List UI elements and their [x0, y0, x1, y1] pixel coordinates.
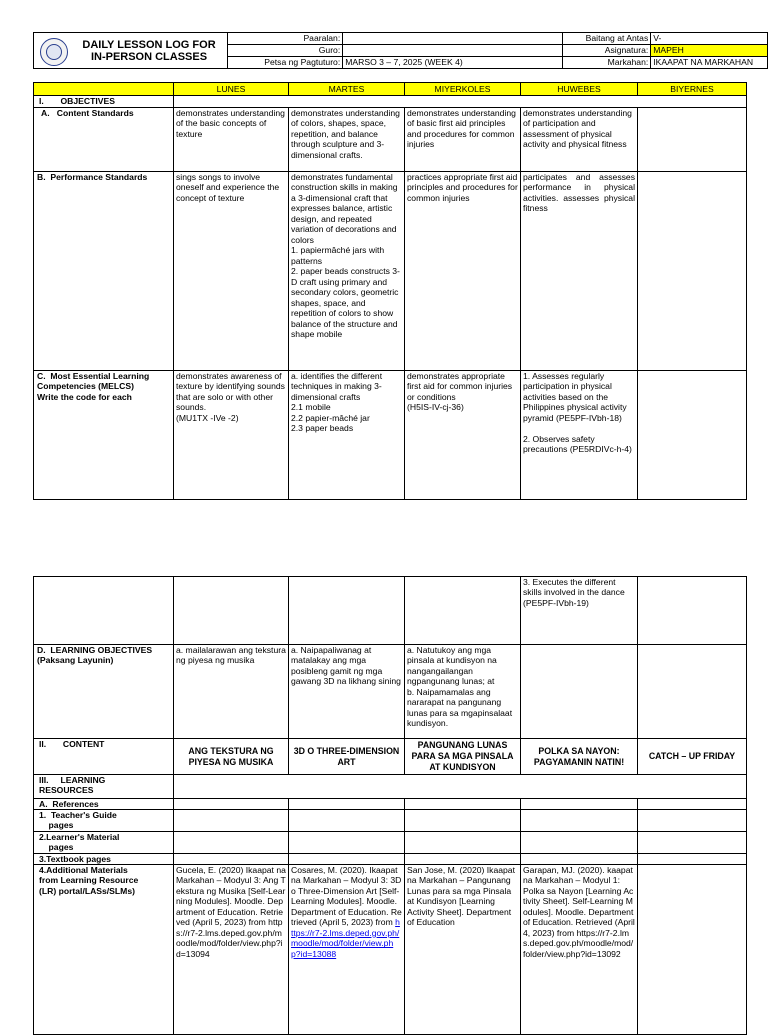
asignatura-field[interactable]: MAPEH [651, 45, 768, 57]
guro-field[interactable] [343, 45, 563, 57]
cell-content-huwebes: POLKA SA NAYON: PAGYAMANIN NATIN! [521, 739, 638, 775]
markahan-label: Markahan: [563, 57, 651, 69]
cell-additional-materials-miyerkoles: San Jose, M. (2020) Ikaapat na Markahan – Pangunang Lunas para sa mga Pinsala at Kundisyon [Learning Activity Sheet]. Department of Education [405, 865, 521, 1035]
learners-material-label: 2.Learner's Material pages [34, 832, 174, 854]
day-header-miyerkoles: MIYERKOLES [405, 83, 521, 96]
cell-learners-material-biyernes [638, 832, 747, 854]
cell-learning-objectives-biyernes [638, 645, 747, 739]
baitang-field[interactable]: V- [651, 33, 768, 45]
cell-additional-materials-biyernes [638, 865, 747, 1035]
cell-textbook-huwebes [521, 854, 638, 865]
cell-teachers-guide-huwebes [521, 810, 638, 832]
day-header-biyernes: BIYERNES [638, 83, 747, 96]
teachers-guide-row [34, 810, 747, 832]
additional-materials-row [34, 865, 747, 1035]
cell-additional-materials-lunes: Gucela, E. (2020) Ikaapat na Markahan – Modyul 3: Ang Tekstura ng Musika [Self-Learning Modules]. Moodle. Department of Education. Retrieved (April 5, 2023) from https://r7-2.lms.deped.gov.ph/moodle/mod/folder/view.php?id=13094 [174, 865, 289, 1035]
cell-teachers-guide-miyerkoles [405, 810, 521, 832]
cell-content-standards-miyerkoles: demonstrates understanding of basic first aid principles and procedures for common injuries [405, 108, 521, 172]
lesson-log-table-page-2 [33, 576, 747, 1035]
cell-references-biyernes [638, 799, 747, 810]
logo-cell [34, 33, 72, 69]
objectives-row-blank [174, 96, 747, 108]
textbook-label: 3.Textbook pages [34, 854, 174, 865]
melcs-row [34, 371, 747, 500]
cell-content-lunes: ANG TEKSTURA NG PIYESA NG MUSIKA [174, 739, 289, 775]
cell-content-miyerkoles: PANGUNANG LUNAS PARA SA MGA PINSALA AT KUNDISYON [405, 739, 521, 775]
petsa-field[interactable]: MARSO 3 – 7, 2025 (WEEK 4) [343, 57, 563, 69]
guro-label: Guro: [227, 45, 343, 57]
cell-additional-materials-huwebes: Garapan, MJ. (2020). kaapat na Markahan – Modyul 1: Polka sa Nayon [Learning Activity Sheet]. Self-Learning Modules]. Moodle. Department of Education. Retrieved (April 4, 2023) from https://r7-2.lms.deped.gov.ph/moodle/mod/folder/view.php?id=13092 [521, 865, 638, 1035]
content-row [34, 739, 747, 775]
cell-performance-standards-lunes: sings songs to involve oneself and experience the concept of texture [174, 172, 289, 371]
objectives-row [34, 96, 747, 108]
cell-performance-standards-biyernes [638, 172, 747, 371]
content-label: II. CONTENT [34, 739, 174, 775]
asignatura-label: Asignatura: [563, 45, 651, 57]
martes-reference-text: Cosares, M. (2020). Ikaapat na Markahan – Modyul 3: 3D o Three-Dimension Art [Self-Learning Modules]. Moodle. Department of Education. Retrieved (April 5, 2023) from [291, 865, 402, 928]
cell-teachers-guide-biyernes [638, 810, 747, 832]
teachers-guide-label: 1. Teacher's Guide pages [34, 810, 174, 832]
cell-content-standards-martes: demonstrates understanding of colors, shapes, space, repetition, and balance through sculpture and 3-dimensional crafts. [289, 108, 405, 172]
content-standards-row [34, 108, 747, 172]
additional-materials-label: 4.Additional Materials from Learning Resource (LR) portal/LASs/SLMs) [34, 865, 174, 1035]
paaralan-label: Paaralan: [227, 33, 343, 45]
cell-performance-standards-huwebes: participates and assesses performance in physical activities. assesses physical fitness [521, 172, 638, 371]
page-title [71, 33, 227, 69]
cell-performance-standards-martes: demonstrates fundamental construction skills in making a 3-dimensional craft that expresses balance, artistic design, and repeated variation of decorations and colors 1. papiermâché jars with patterns 2. paper beads constructs 3-D craft using primary and secondary colors, geometric shapes, space, and repetition of colors to show balance of the structure and shape mobile [289, 172, 405, 371]
martes-reference-link[interactable]: https://r7-2.lms.deped.gov.ph/moodle/mod/folder/view.php?id=13088 [291, 917, 400, 959]
day-header-row [34, 83, 747, 96]
references-label: A. References [34, 799, 174, 810]
cell-learners-material-miyerkoles [405, 832, 521, 854]
cell-textbook-martes [289, 854, 405, 865]
cell-teachers-guide-lunes [174, 810, 289, 832]
markahan-field[interactable]: IKAAPAT NA MARKAHAN [651, 57, 768, 69]
cell-melcs-huwebes: 1. Assesses regularly participation in physical activities based on the Philippines physical activity pyramid (PE5PF-IVbh-18) 2. Observes safety precautions (PE5RDIVc-h-4) [521, 371, 638, 500]
cell-learners-material-martes [289, 832, 405, 854]
cell-references-martes [289, 799, 405, 810]
cell-additional-materials-martes [289, 865, 405, 1035]
performance-standards-row [34, 172, 747, 371]
day-header-huwebes: HUWEBES [521, 83, 638, 96]
cell-melcs-biyernes [638, 371, 747, 500]
learning-resources-blank [174, 775, 747, 799]
cell-content-biyernes: CATCH – UP FRIDAY [638, 739, 747, 775]
cell-melcs-continued-huwebes: 3. Executes the different skills involved in the dance (PE5PF-IVbh-19) [521, 577, 638, 645]
cell-content-standards-huwebes: demonstrates understanding of participation and assessment of physical activity and physical fitness [521, 108, 638, 172]
baitang-label: Baitang at Antas [563, 33, 651, 45]
melcs-continued-label [34, 577, 174, 645]
content-standards-label: A. Content Standards [34, 108, 174, 172]
cell-learners-material-huwebes [521, 832, 638, 854]
learning-objectives-row [34, 645, 747, 739]
objectives-heading: I. OBJECTIVES [34, 96, 174, 108]
cell-melcs-continued-biyernes [638, 577, 747, 645]
textbook-row [34, 854, 747, 865]
cell-references-miyerkoles [405, 799, 521, 810]
cell-performance-standards-miyerkoles: practices appropriate first aid principles and procedures for common injuries [405, 172, 521, 371]
cell-learning-objectives-huwebes [521, 645, 638, 739]
learning-objectives-label: D. LEARNING OBJECTIVES (Paksang Layunin) [34, 645, 174, 739]
performance-standards-label: B. Performance Standards [34, 172, 174, 371]
cell-melcs-martes: a. identifies the different techniques in making 3-dimensional crafts 2.1 mobile 2.2 papier-mâché jar 2.3 paper beads [289, 371, 405, 500]
cell-learning-objectives-martes: a. Naipapaliwanag at matalakay ang mga posibleng gamit ng mga gawang 3D na likhang sining [289, 645, 405, 739]
header-table [33, 32, 768, 69]
cell-references-huwebes [521, 799, 638, 810]
day-header-martes: MARTES [289, 83, 405, 96]
cell-content-standards-lunes: demonstrates understanding of the basic concepts of texture [174, 108, 289, 172]
title-line-1: DAILY LESSON LOG FOR [82, 38, 216, 51]
learning-resources-label: III. LEARNING RESOURCES [34, 775, 174, 799]
day-header-blank [34, 83, 174, 96]
cell-learning-objectives-lunes: a. mailalarawan ang tekstura ng piyesa ng musika [174, 645, 289, 739]
melcs-label: C. Most Essential Learning Competencies (MELCS) Write the code for each [34, 371, 174, 500]
cell-melcs-continued-lunes [174, 577, 289, 645]
paaralan-field[interactable] [343, 33, 563, 45]
cell-content-martes: 3D O THREE-DIMENSION ART [289, 739, 405, 775]
cell-references-lunes [174, 799, 289, 810]
cell-melcs-lunes: demonstrates awareness of texture by identifying sounds that are solo or with other sounds. (MU1TX -IVe -2) [174, 371, 289, 500]
cell-teachers-guide-martes [289, 810, 405, 832]
cell-textbook-biyernes [638, 854, 747, 865]
cell-textbook-lunes [174, 854, 289, 865]
cell-learners-material-lunes [174, 832, 289, 854]
cell-content-standards-biyernes [638, 108, 747, 172]
melcs-continued-row [34, 577, 747, 645]
day-header-lunes: LUNES [174, 83, 289, 96]
cell-melcs-continued-martes [289, 577, 405, 645]
title-line-2: IN-PERSON CLASSES [90, 50, 208, 63]
cell-melcs-continued-miyerkoles [405, 577, 521, 645]
petsa-label: Petsa ng Pagtuturo: [227, 57, 343, 69]
learners-material-row [34, 832, 747, 854]
cell-textbook-miyerkoles [405, 854, 521, 865]
cell-learning-objectives-miyerkoles: a. Natutukoy ang mga pinsala at kundisyon na nangangailangan ngpangunang lunas; at b. Naipamamalas ang nararapat na pangunang lunas para sa mgapinsalaat kundisyon. [405, 645, 521, 739]
learning-resources-row [34, 775, 747, 799]
deped-seal-icon [40, 38, 68, 66]
lesson-log-table-page-1 [33, 82, 747, 500]
references-row [34, 799, 747, 810]
cell-melcs-miyerkoles: demonstrates appropriate first aid for common injuries or conditions (H5IS-IV-cj-36) [405, 371, 521, 500]
